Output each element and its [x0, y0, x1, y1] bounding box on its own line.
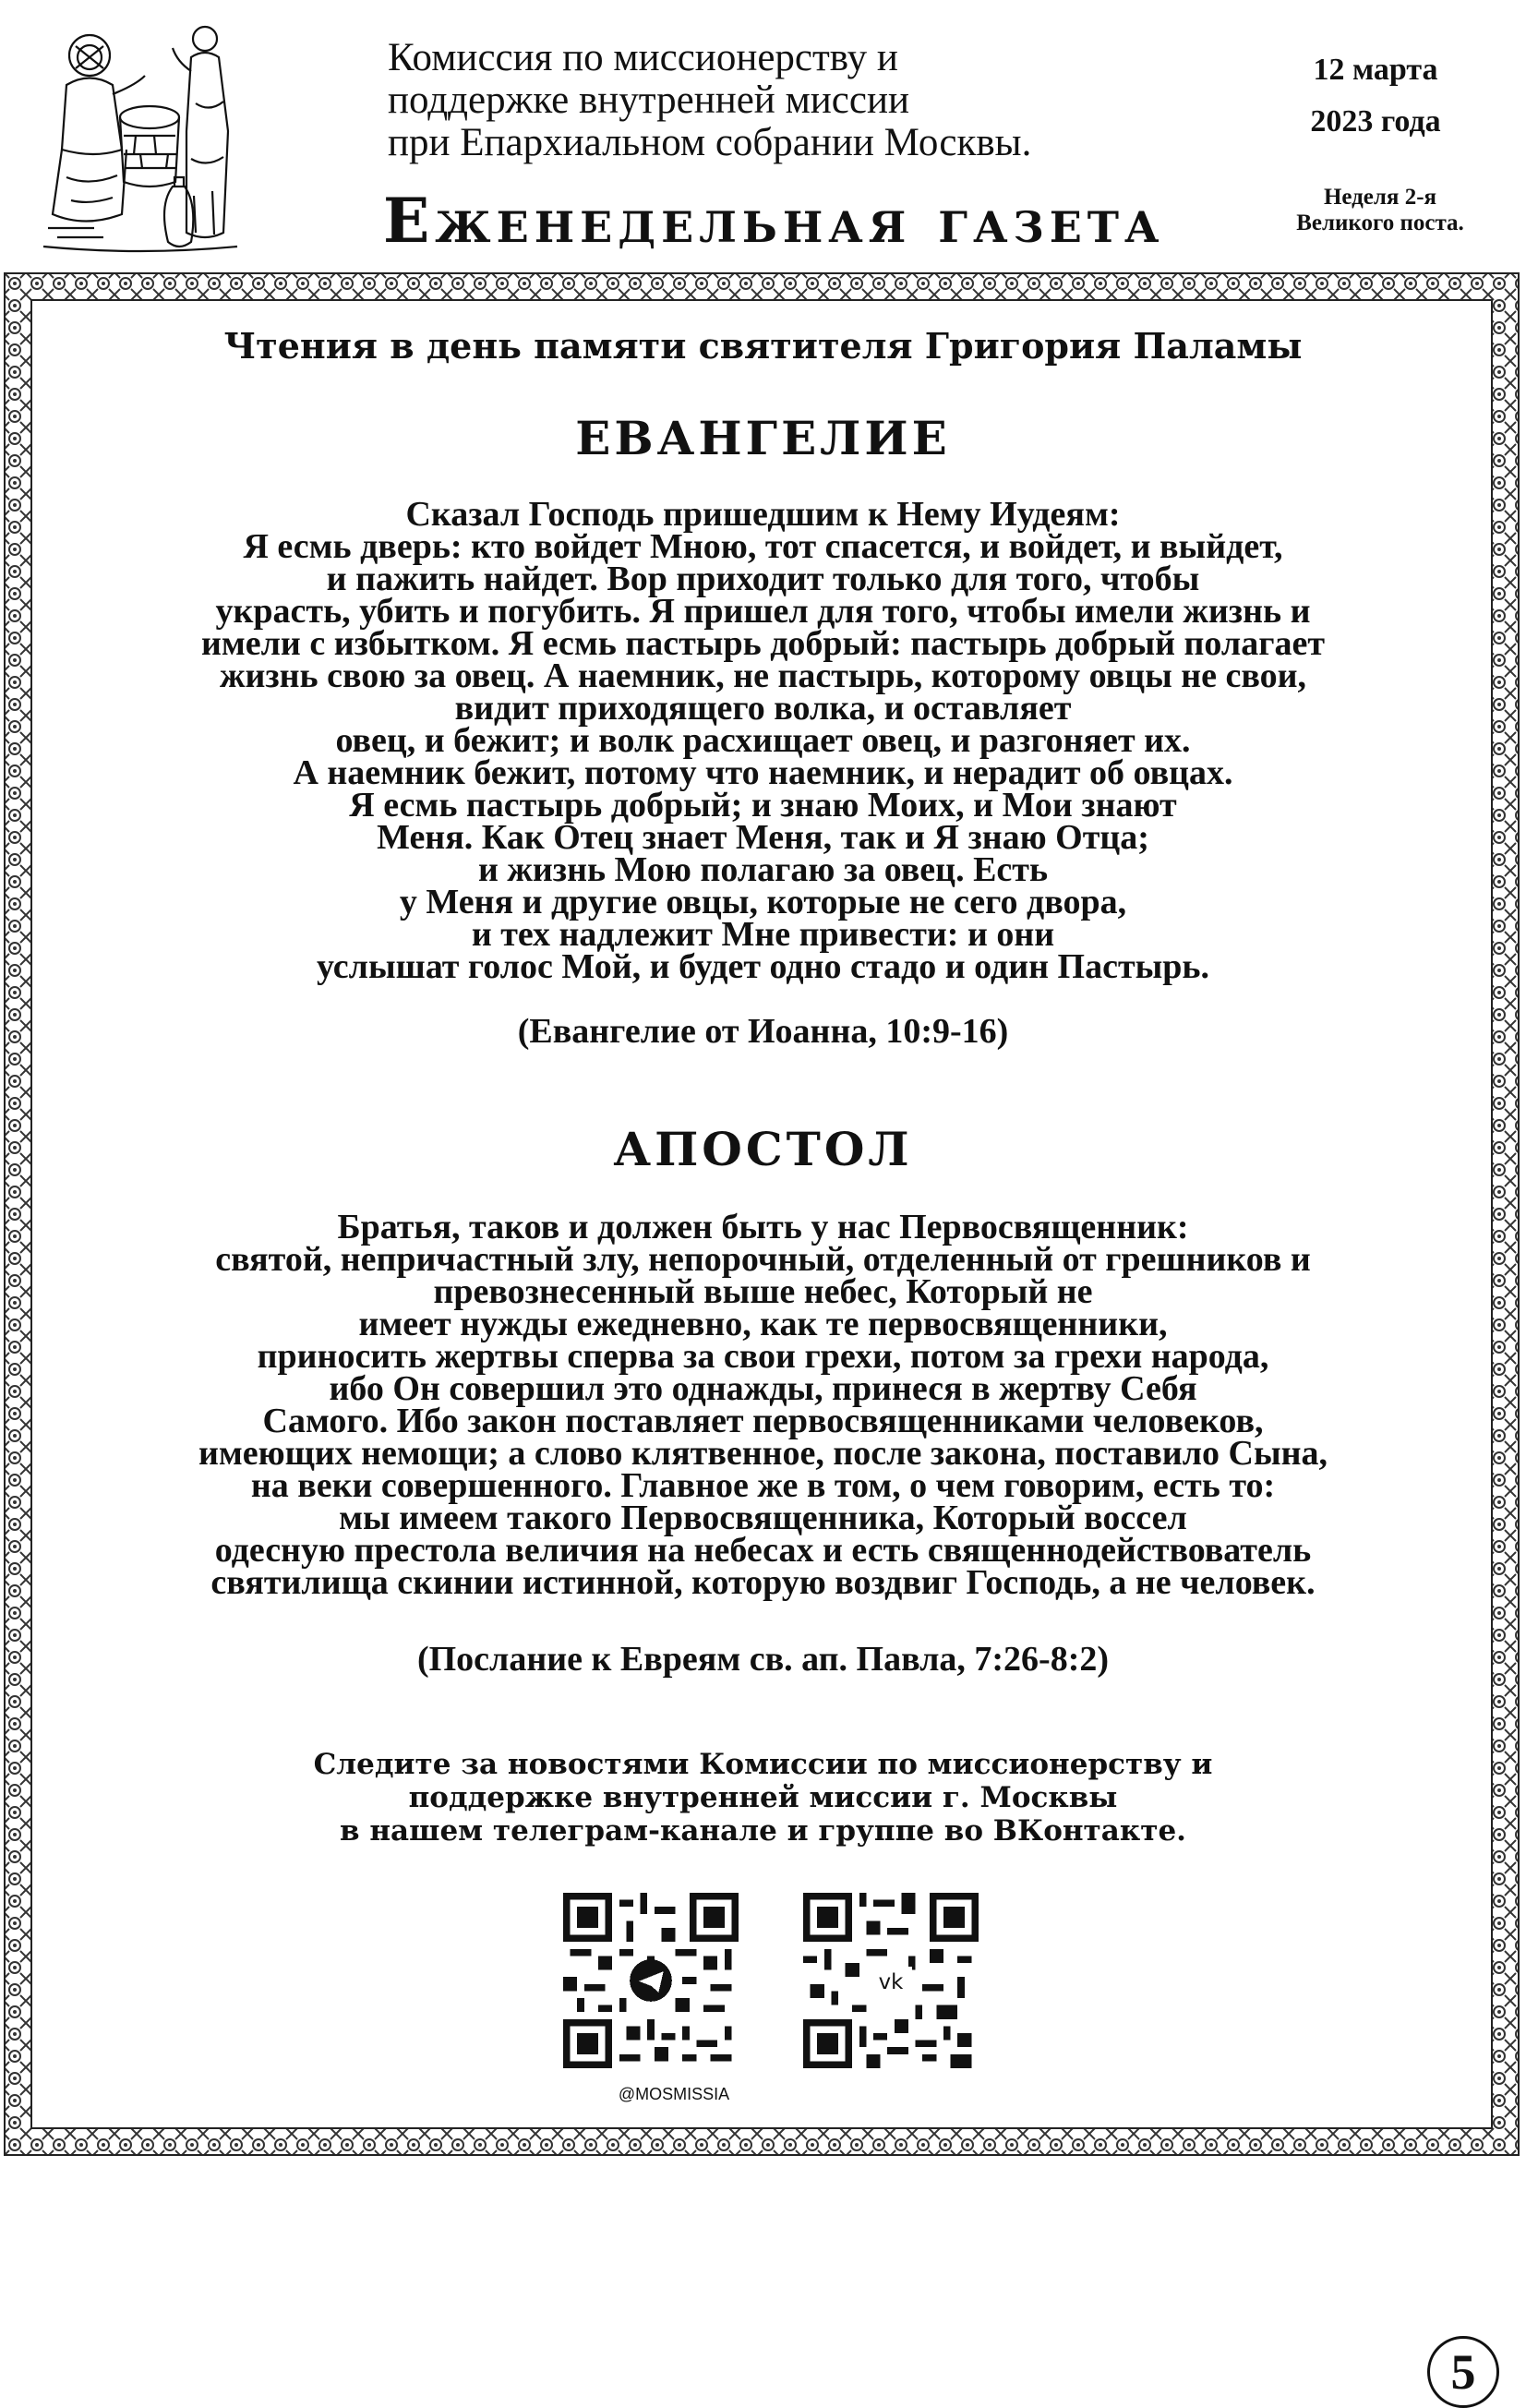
gospel-line: А наемник бежит, потому что наемник, и нерадит об овцах.	[293, 753, 1233, 792]
follow-announcement	[37, 1748, 1489, 1848]
commission-line: поддержке внутренней миссии	[388, 78, 909, 122]
telegram-qr-code[interactable]	[563, 1893, 739, 2068]
gospel-line: услышат голос Мой, и будет одно стадо и один Пастырь.	[316, 947, 1210, 986]
page-number: 5	[1427, 2336, 1499, 2408]
apostle-line: святилища скинии истинной, которую воздвиг Господь, а не человек.	[210, 1563, 1316, 1602]
date-line: 2023 года	[1310, 104, 1441, 138]
gospel-line: Я есмь пастырь добрый; и знаю Моих, и Мои знают	[349, 786, 1177, 825]
gospel-line: Сказал Господь пришедшим к Нему Иудеям:	[405, 495, 1121, 534]
apostle-line: мы имеем такого Первосвященника, Который воссел	[339, 1499, 1187, 1537]
week-line: Великого поста.	[1296, 211, 1464, 235]
gospel-line: и тех надлежит Мне привести: и они	[471, 915, 1055, 954]
vk-qr-code[interactable]	[803, 1893, 979, 2068]
gospel-line: Меня. Как Отец знает Меня, так и Я знаю Отца;	[377, 818, 1149, 857]
social-handle: @MOSMISSIA	[618, 2085, 730, 2103]
follow-line: Следите за новостями Комиссии по миссионерству и	[313, 1748, 1213, 1781]
liturgical-week	[1256, 185, 1505, 236]
gospel-heading: ЕВАНГЕЛИЕ	[575, 411, 951, 465]
commission-line: Комиссия по миссионерству и	[388, 36, 898, 79]
apostle-line: имеющих немощи; а слово клятвенное, после закона, поставило Сына,	[198, 1434, 1328, 1473]
gospel-line: имели с избытком. Я есмь пастырь добрый: пастырь добрый полагает	[200, 624, 1326, 663]
apostle-line: превознесенный выше небес, Который не	[433, 1272, 1093, 1311]
apostle-line: одесную престола величия на небесах и есть священнодействователь	[214, 1531, 1312, 1570]
date-line: 12 марта	[1313, 53, 1438, 87]
apostle-text	[37, 1208, 1489, 1602]
gospel-line: видит приходящего волка, и оставляет	[454, 689, 1072, 728]
gospel-line: овец, и бежит; и волк расхищает овец, и разгоняет их.	[335, 721, 1191, 760]
header	[0, 0, 1526, 277]
gospel-line: жизнь свою за овец. А наемник, не пастырь, которому овцы не свои,	[219, 656, 1307, 695]
icon-illustration-christ-and-samaritan	[39, 20, 242, 260]
issue-date	[1256, 44, 1496, 148]
apostle-line: на веки совершенного. Главное же в том, о чем говорим, есть то:	[250, 1466, 1276, 1505]
gospel-line: у Меня и другие овцы, которые не сего двора,	[399, 883, 1127, 921]
apostle-line: имеет нужды ежедневно, как те первосвященники,	[358, 1305, 1168, 1343]
commission-line: при Епархиальном собрании Москвы.	[388, 121, 1032, 164]
apostle-heading: АПОСТОЛ	[613, 1122, 913, 1176]
gospel-reference: (Евангелие от Иоанна, 10:9-16)	[517, 1012, 1009, 1051]
apostle-line: Братья, таков и должен быть у нас Первосвященник:	[337, 1208, 1189, 1246]
gospel-line: украсть, убить и погубить. Я пришел для того, чтобы имели жизнь и	[215, 592, 1311, 631]
apostle-reference: (Послание к Евреям св. ап. Павла, 7:26-8:2)	[416, 1640, 1110, 1679]
follow-line: поддержке внутренней миссии г. Москвы	[408, 1781, 1118, 1814]
apostle-line: святой, непричастный злу, непорочный, отделенный от грешников и	[215, 1240, 1311, 1279]
svg-text:vk: vk	[878, 1970, 904, 1995]
gazette-title: Еженедельная газета	[383, 185, 1165, 257]
apostle-line: ибо Он совершил это однажды, принеся в жертву Себя	[329, 1369, 1197, 1408]
commission-name	[388, 36, 1032, 164]
gospel-line: и жизнь Мою полагаю за овец. Есть	[477, 850, 1049, 889]
follow-line: в нашем телеграм-канале и группе во ВКонтакте.	[340, 1814, 1186, 1848]
readings-title: Чтения в день памяти святителя Григория Паламы	[223, 325, 1303, 367]
gospel-line: Я есмь дверь: кто войдет Мною, тот спасется, и войдет, и выйдет,	[243, 527, 1283, 566]
gospel-line: и пажить найдет. Вор приходит только для того, чтобы	[326, 560, 1200, 598]
apostle-line: приносить жертвы сперва за свои грехи, потом за грехи народа,	[257, 1337, 1269, 1376]
gospel-text	[37, 495, 1489, 986]
week-line: Неделя 2-я	[1323, 185, 1437, 210]
apostle-line: Самого. Ибо закон поставляет первосвященниками человеков,	[262, 1402, 1264, 1440]
